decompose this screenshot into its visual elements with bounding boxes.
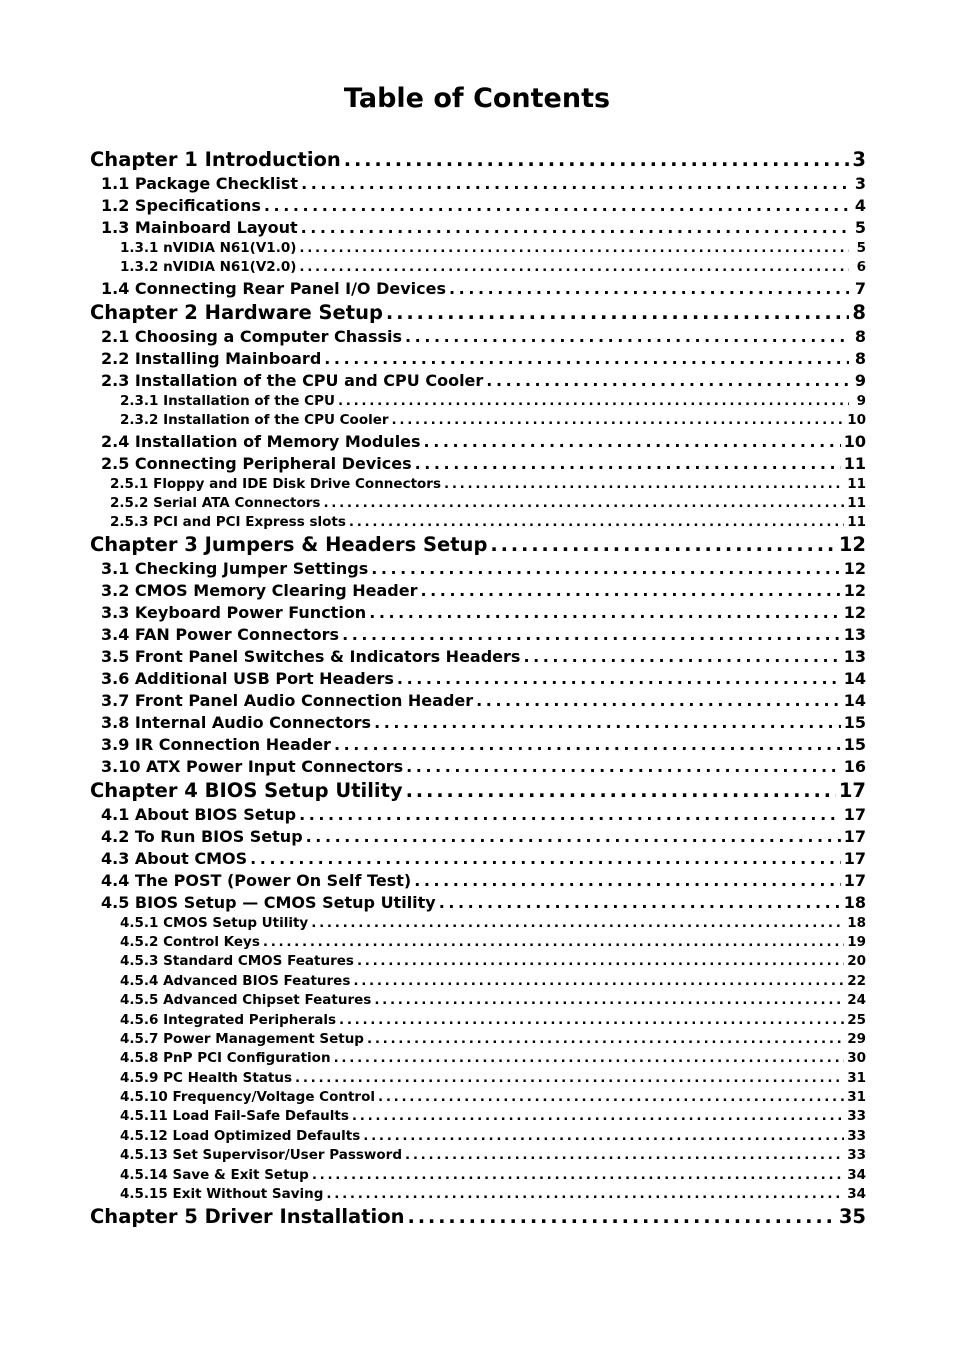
dot-leader bbox=[386, 301, 849, 324]
toc-entry-page-number: 11 bbox=[847, 475, 866, 492]
toc-entry-page-number: 17 bbox=[843, 804, 866, 824]
dot-leader bbox=[486, 371, 849, 390]
toc-entry-page-number: 12 bbox=[843, 558, 866, 578]
toc-entry-label: 4.5.6 Integrated Peripherals bbox=[120, 1011, 336, 1028]
toc-entry[interactable] bbox=[0, 1108, 954, 1127]
dot-leader bbox=[326, 1186, 844, 1202]
toc-entry-label: 2.5 Connecting Peripheral Devices bbox=[101, 453, 412, 473]
toc-entry[interactable] bbox=[0, 432, 954, 454]
toc-entry-page-number: 17 bbox=[838, 778, 866, 802]
toc-entry[interactable] bbox=[0, 240, 954, 259]
toc-entry-label: 2.4 Installation of Memory Modules bbox=[101, 431, 421, 451]
toc-entry-page-number: 16 bbox=[843, 756, 866, 776]
dot-leader bbox=[295, 1070, 844, 1086]
toc-entry-label: 3.10 ATX Power Input Connectors bbox=[101, 756, 404, 776]
toc-entry[interactable] bbox=[0, 849, 954, 871]
toc-entry-page-number: 17 bbox=[843, 848, 866, 868]
toc-entry-page-number: 33 bbox=[847, 1108, 866, 1125]
toc-entry-label: Chapter 1 Introduction bbox=[90, 148, 341, 171]
toc-entry-label: 2.1 Choosing a Computer Chassis bbox=[101, 326, 403, 346]
toc-entry[interactable] bbox=[0, 915, 954, 934]
toc-entry-page-number: 5 bbox=[854, 218, 866, 237]
toc-chapter-entry[interactable] bbox=[0, 779, 954, 805]
toc-entry-label: 4.5.15 Exit Without Saving bbox=[120, 1186, 324, 1203]
toc-entry-label: 3.7 Front Panel Audio Connection Header bbox=[101, 690, 474, 710]
dot-leader bbox=[338, 393, 849, 409]
toc-entry-page-number: 31 bbox=[847, 1089, 866, 1106]
toc-entry[interactable] bbox=[0, 805, 954, 827]
toc-entry[interactable] bbox=[0, 581, 954, 603]
dot-leader bbox=[299, 805, 841, 824]
toc-entry[interactable] bbox=[0, 1186, 954, 1205]
toc-chapter-entry[interactable] bbox=[0, 1205, 954, 1231]
toc-entry[interactable] bbox=[0, 1147, 954, 1166]
toc-entry[interactable] bbox=[0, 559, 954, 581]
dot-leader bbox=[367, 1031, 844, 1047]
toc-entry-page-number: 29 bbox=[847, 1030, 866, 1047]
toc-entry[interactable] bbox=[0, 669, 954, 691]
toc-entry[interactable] bbox=[0, 327, 954, 349]
dot-leader bbox=[312, 1167, 844, 1183]
toc-entry-label: 1.3.2 nVIDIA N61(V2.0) bbox=[120, 259, 297, 276]
toc-entry[interactable] bbox=[0, 371, 954, 393]
toc-entry-label: Chapter 5 Driver Installation bbox=[90, 1205, 405, 1229]
toc-entry-label: 2.3.1 Installation of the CPU bbox=[120, 392, 335, 409]
toc-entry-label: 4.5.8 PnP PCI Configuration bbox=[120, 1050, 331, 1067]
toc-entry[interactable] bbox=[0, 735, 954, 757]
page-title: Table of Contents bbox=[343, 83, 611, 114]
dot-leader bbox=[324, 349, 849, 368]
dot-leader bbox=[263, 934, 844, 950]
dot-leader bbox=[406, 757, 841, 776]
toc-entry-label: 4.5 BIOS Setup — CMOS Setup Utility bbox=[101, 892, 436, 912]
dot-leader bbox=[363, 1128, 844, 1144]
dot-leader bbox=[415, 454, 841, 473]
toc-entry-page-number: 17 bbox=[843, 870, 866, 890]
toc-entry[interactable] bbox=[0, 454, 954, 476]
toc-entry-page-number: 34 bbox=[847, 1166, 866, 1183]
dot-leader bbox=[353, 973, 844, 989]
toc-entry-label: 4.2 To Run BIOS Setup bbox=[101, 826, 303, 846]
toc-entry-label: 4.5.12 Load Optimized Defaults bbox=[120, 1127, 361, 1144]
toc-entry-page-number: 14 bbox=[843, 690, 866, 710]
toc-entry[interactable] bbox=[0, 647, 954, 669]
toc-entry-label: 3.9 IR Connection Header bbox=[101, 734, 331, 754]
dot-leader bbox=[299, 240, 849, 256]
toc-entry-label: 4.5.5 Advanced Chipset Features bbox=[120, 992, 372, 1009]
dot-leader bbox=[405, 327, 849, 346]
toc-entry[interactable] bbox=[0, 412, 954, 431]
toc-entry[interactable] bbox=[0, 495, 954, 514]
toc-entry-label: 4.5.1 CMOS Setup Utility bbox=[120, 914, 309, 931]
toc-entry-page-number: 6 bbox=[856, 259, 866, 276]
toc-entry[interactable] bbox=[0, 174, 954, 196]
toc-entry-label: 3.3 Keyboard Power Function bbox=[101, 602, 367, 622]
toc-entry[interactable] bbox=[0, 992, 954, 1011]
toc-entry-page-number: 13 bbox=[843, 624, 866, 644]
dot-leader bbox=[523, 647, 840, 666]
toc-chapter-entry[interactable] bbox=[0, 148, 954, 174]
toc-entry-page-number: 15 bbox=[843, 712, 866, 732]
toc-entry[interactable] bbox=[0, 279, 954, 301]
toc-entry-page-number: 12 bbox=[843, 602, 866, 622]
dot-leader bbox=[374, 992, 844, 1008]
toc-entry-page-number: 9 bbox=[856, 392, 866, 409]
dot-leader bbox=[334, 735, 841, 754]
toc-entry[interactable] bbox=[0, 259, 954, 278]
toc-entry-label: Chapter 2 Hardware Setup bbox=[90, 300, 383, 324]
dot-leader bbox=[250, 849, 841, 868]
toc-entry[interactable] bbox=[0, 393, 954, 412]
toc-entry-page-number: 31 bbox=[847, 1069, 866, 1086]
dot-leader bbox=[392, 412, 845, 428]
toc-entry[interactable] bbox=[0, 1089, 954, 1108]
toc-entry-label: 2.5.3 PCI and PCI Express slots bbox=[110, 513, 346, 530]
toc-entry[interactable] bbox=[0, 1070, 954, 1089]
dot-leader bbox=[311, 915, 844, 931]
toc-entry-page-number: 11 bbox=[847, 494, 866, 511]
dot-leader bbox=[490, 533, 835, 556]
toc-entry-page-number: 33 bbox=[847, 1127, 866, 1144]
toc-entry[interactable] bbox=[0, 1031, 954, 1050]
dot-leader bbox=[339, 1012, 844, 1028]
dot-leader bbox=[444, 476, 844, 492]
toc-entry[interactable] bbox=[0, 514, 954, 533]
toc-entry[interactable] bbox=[0, 196, 954, 218]
dot-leader bbox=[299, 259, 849, 275]
toc-entry-label: 1.4 Connecting Rear Panel I/O Devices bbox=[101, 278, 447, 298]
toc-entry-page-number: 9 bbox=[854, 370, 866, 390]
dot-leader bbox=[342, 625, 841, 644]
dot-leader bbox=[301, 218, 849, 237]
dot-leader bbox=[349, 514, 844, 530]
toc-entry-label: 2.2 Installing Mainboard bbox=[101, 348, 322, 368]
toc-entry-label: 1.2 Specifications bbox=[101, 196, 261, 215]
toc-entry-page-number: 8 bbox=[852, 300, 866, 324]
dot-leader bbox=[476, 691, 841, 710]
toc-entry[interactable] bbox=[0, 1050, 954, 1069]
toc-entry[interactable] bbox=[0, 603, 954, 625]
toc-entry[interactable] bbox=[0, 893, 954, 915]
dot-leader bbox=[344, 148, 849, 171]
toc-entry-label: 2.3 Installation of the CPU and CPU Cooler bbox=[101, 370, 484, 390]
toc-entry-page-number: 3 bbox=[852, 148, 866, 171]
dot-leader bbox=[334, 1050, 845, 1066]
toc-entry-label: 2.3.2 Installation of the CPU Cooler bbox=[120, 412, 389, 429]
toc-entry-label: 4.5.10 Frequency/Voltage Control bbox=[120, 1089, 375, 1106]
toc-entry-page-number: 18 bbox=[843, 892, 866, 912]
toc-entry-label: 3.6 Additional USB Port Headers bbox=[101, 668, 394, 688]
toc-entry-label: 4.5.4 Advanced BIOS Features bbox=[120, 972, 351, 989]
toc-entry-label: 4.5.7 Power Management Setup bbox=[120, 1030, 364, 1047]
toc-entry[interactable] bbox=[0, 691, 954, 713]
toc-entry-page-number: 7 bbox=[854, 278, 866, 298]
toc-entry-page-number: 19 bbox=[847, 933, 866, 950]
toc-entry-page-number: 4 bbox=[854, 196, 866, 215]
toc-entry[interactable] bbox=[0, 973, 954, 992]
toc-entry-page-number: 11 bbox=[843, 453, 866, 473]
toc-entry[interactable] bbox=[0, 713, 954, 735]
dot-leader bbox=[371, 559, 841, 578]
dot-leader bbox=[406, 779, 836, 802]
toc-entry-page-number: 20 bbox=[847, 953, 866, 970]
toc-entry-page-number: 8 bbox=[854, 326, 866, 346]
toc-entry[interactable] bbox=[0, 1167, 954, 1186]
toc-entry-page-number: 34 bbox=[847, 1186, 866, 1203]
dot-leader bbox=[439, 893, 841, 912]
toc-entry-label: 2.5.1 Floppy and IDE Disk Drive Connectors bbox=[110, 475, 442, 492]
toc-entry-page-number: 14 bbox=[843, 668, 866, 688]
toc-entry-page-number: 12 bbox=[838, 532, 866, 556]
dot-leader bbox=[378, 1089, 844, 1105]
toc-entry-label: 4.1 About BIOS Setup bbox=[101, 804, 297, 824]
toc-entry[interactable] bbox=[0, 1012, 954, 1031]
toc-entry[interactable] bbox=[0, 349, 954, 371]
toc-entry-label: 4.5.9 PC Health Status bbox=[120, 1069, 292, 1086]
dot-leader bbox=[352, 1108, 844, 1124]
toc-entry-page-number: 35 bbox=[838, 1205, 866, 1229]
toc-entry[interactable] bbox=[0, 757, 954, 779]
toc-entry-page-number: 15 bbox=[843, 734, 866, 754]
toc-entry-label: 4.3 About CMOS bbox=[101, 848, 248, 868]
dot-leader bbox=[405, 1147, 844, 1163]
toc-entry-page-number: 17 bbox=[843, 826, 866, 846]
toc-entry-page-number: 18 bbox=[847, 914, 866, 931]
toc-chapter-entry[interactable] bbox=[0, 533, 954, 559]
toc-entry-label: 3.4 FAN Power Connectors bbox=[101, 624, 340, 644]
toc-entry-page-number: 10 bbox=[847, 412, 866, 429]
dot-leader bbox=[306, 827, 841, 846]
toc-entry-page-number: 5 bbox=[856, 240, 866, 256]
toc-entry-label: 2.5.2 Serial ATA Connectors bbox=[110, 494, 321, 511]
toc-entry-label: 1.3.1 nVIDIA N61(V1.0) bbox=[120, 240, 297, 256]
toc-entry[interactable] bbox=[0, 218, 954, 240]
toc-entry[interactable] bbox=[0, 934, 954, 953]
toc-entry-page-number: 8 bbox=[854, 348, 866, 368]
toc-entry-page-number: 25 bbox=[847, 1011, 866, 1028]
toc-entry-label: 4.5.13 Set Supervisor/User Password bbox=[120, 1147, 402, 1164]
toc-entry[interactable] bbox=[0, 625, 954, 647]
dot-leader bbox=[414, 871, 841, 890]
toc-entry-label: 4.5.14 Save & Exit Setup bbox=[120, 1166, 309, 1183]
toc-entry-page-number: 10 bbox=[843, 431, 866, 451]
dot-leader bbox=[374, 713, 841, 732]
toc-entry-label: 1.1 Package Checklist bbox=[101, 174, 299, 193]
dot-leader bbox=[449, 279, 849, 298]
toc-entry-label: Chapter 3 Jumpers & Headers Setup bbox=[90, 532, 488, 556]
toc-entry-label: 3.5 Front Panel Switches & Indicators Headers bbox=[101, 646, 521, 666]
dot-leader bbox=[408, 1205, 836, 1228]
table-of-contents bbox=[0, 148, 954, 1231]
dot-leader bbox=[369, 603, 841, 622]
toc-entry[interactable] bbox=[0, 1128, 954, 1147]
toc-entry-page-number: 13 bbox=[843, 646, 866, 666]
toc-entry-label: 3.8 Internal Audio Connectors bbox=[101, 712, 372, 732]
toc-entry-page-number: 11 bbox=[847, 513, 866, 530]
toc-entry-label: Chapter 4 BIOS Setup Utility bbox=[90, 778, 403, 802]
toc-entry[interactable] bbox=[0, 827, 954, 849]
toc-entry-label: 4.4 The POST (Power On Self Test) bbox=[101, 870, 412, 890]
toc-entry-label: 4.5.3 Standard CMOS Features bbox=[120, 953, 354, 970]
toc-entry-label: 4.5.11 Load Fail-Safe Defaults bbox=[120, 1108, 349, 1125]
toc-entry[interactable] bbox=[0, 476, 954, 495]
toc-entry-label: 4.5.2 Control Keys bbox=[120, 933, 260, 950]
toc-entry-page-number: 22 bbox=[847, 972, 866, 989]
toc-chapter-entry[interactable] bbox=[0, 301, 954, 327]
toc-entry[interactable] bbox=[0, 871, 954, 893]
toc-entry-label: 3.2 CMOS Memory Clearing Header bbox=[101, 580, 418, 600]
toc-entry-page-number: 33 bbox=[847, 1147, 866, 1164]
toc-entry-page-number: 24 bbox=[847, 992, 866, 1009]
dot-leader bbox=[264, 196, 849, 215]
dot-leader bbox=[323, 495, 844, 511]
toc-entry-page-number: 30 bbox=[847, 1050, 866, 1067]
dot-leader bbox=[424, 432, 841, 451]
toc-entry-page-number: 12 bbox=[843, 580, 866, 600]
dot-leader bbox=[421, 581, 841, 600]
dot-leader bbox=[357, 953, 844, 969]
dot-leader bbox=[301, 174, 849, 193]
toc-entry[interactable] bbox=[0, 953, 954, 972]
toc-entry-page-number: 3 bbox=[854, 174, 866, 193]
dot-leader bbox=[397, 669, 841, 688]
toc-entry-label: 1.3 Mainboard Layout bbox=[101, 218, 298, 237]
toc-entry-label: 3.1 Checking Jumper Settings bbox=[101, 558, 369, 578]
